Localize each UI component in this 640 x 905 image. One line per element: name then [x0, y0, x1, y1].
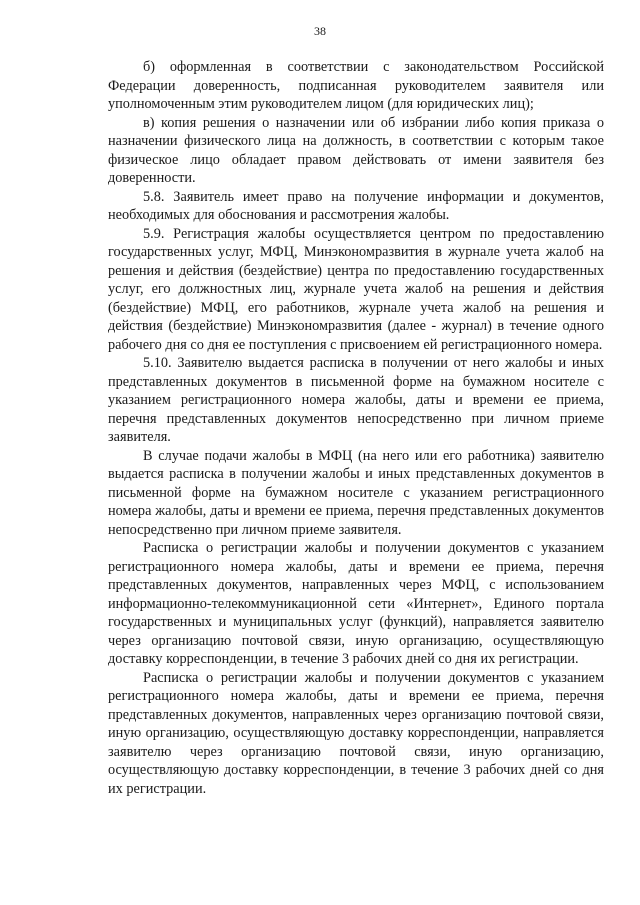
paragraph-receipt-postal: Расписка о регистрации жалобы и получении документов с указанием регистрационного номера жалобы, даты и времени ее приема, перечня представленных документов, направленных через организацию почтовой связи, иную организацию, осуществляющую доставку корреспонденции, направляется заявителю через организацию почтовой связи, иную организацию, осуществляющую доставку корреспонденции, в течение 3 рабочих дней со дня их регистрации. — [108, 669, 604, 797]
paragraph-v-appointment-decision: в) копия решения о назначении или об избрании либо копия приказа о назначении физического лица на должность, в соответствии с которым такое физическое лицо обладает правом действовать от имени заявителя без доверенности. — [108, 114, 604, 186]
paragraph-b-power-of-attorney: б) оформленная в соответствии с законодательством Российской Федерации доверенность, подписанная руководителем заявителя или уполномоченным этим руководителем лицом (для юридических лиц); — [108, 59, 604, 112]
paragraph-5-10: 5.10. Заявителю выдается расписка в получении от него жалобы и иных представленных документов в письменной форме на бумажном носителе с указанием регистрационного номера жалобы, даты и времени ее приема, перечня представленных документов непосредственно при личном приеме заявителя. — [108, 355, 604, 445]
paragraph-mfc-receipt: В случае подачи жалобы в МФЦ (на него или его работника) заявителю выдается расписка в получении жалобы и иных представленных документов в письменной форме на бумажном носителе с указанием регистрационного номера жалобы, даты и времени ее приема, перечня представленных документов непосредственно при личном приеме заявителя. — [108, 447, 604, 538]
paragraph-5-8: 5.8. Заявитель имеет право на получение информации и документов, необходимых для обоснования и рассмотрения жалобы. — [108, 188, 604, 223]
paragraph-5-9: 5.9. Регистрация жалобы осуществляется центром по предоставлению государственных услуг, МФЦ, Минэкономразвития в журнале учета жалоб на решения и действия (бездействие) центра по предоставлению государственных услуг, его должностных лиц, журнале учета жалоб на решения и действия (бездействие) МФЦ, его работников, журнале учета жалоб на решения и действия (бездействие) Минэкономразвития (далее - журнал) в течение одного рабочего дня со дня ее поступления с присвоением ей регистрационного номера. — [108, 225, 604, 353]
document-body — [108, 58, 604, 798]
paragraph-receipt-internet: Расписка о регистрации жалобы и получении документов с указанием регистрационного номера жалобы, даты и времени ее приема, перечня представленных документов, направленных через МФЦ, с использованием информационно-телекоммуникационной сети «Интернет», Единого портала государственных и муниципальных услуг (функций), направляется заявителю через организацию почтовой связи, иную организацию, осуществляющую доставку корреспонденции, в течение 3 рабочих дней со дня их регистрации. — [108, 540, 604, 667]
page-number: 38 — [314, 24, 326, 38]
